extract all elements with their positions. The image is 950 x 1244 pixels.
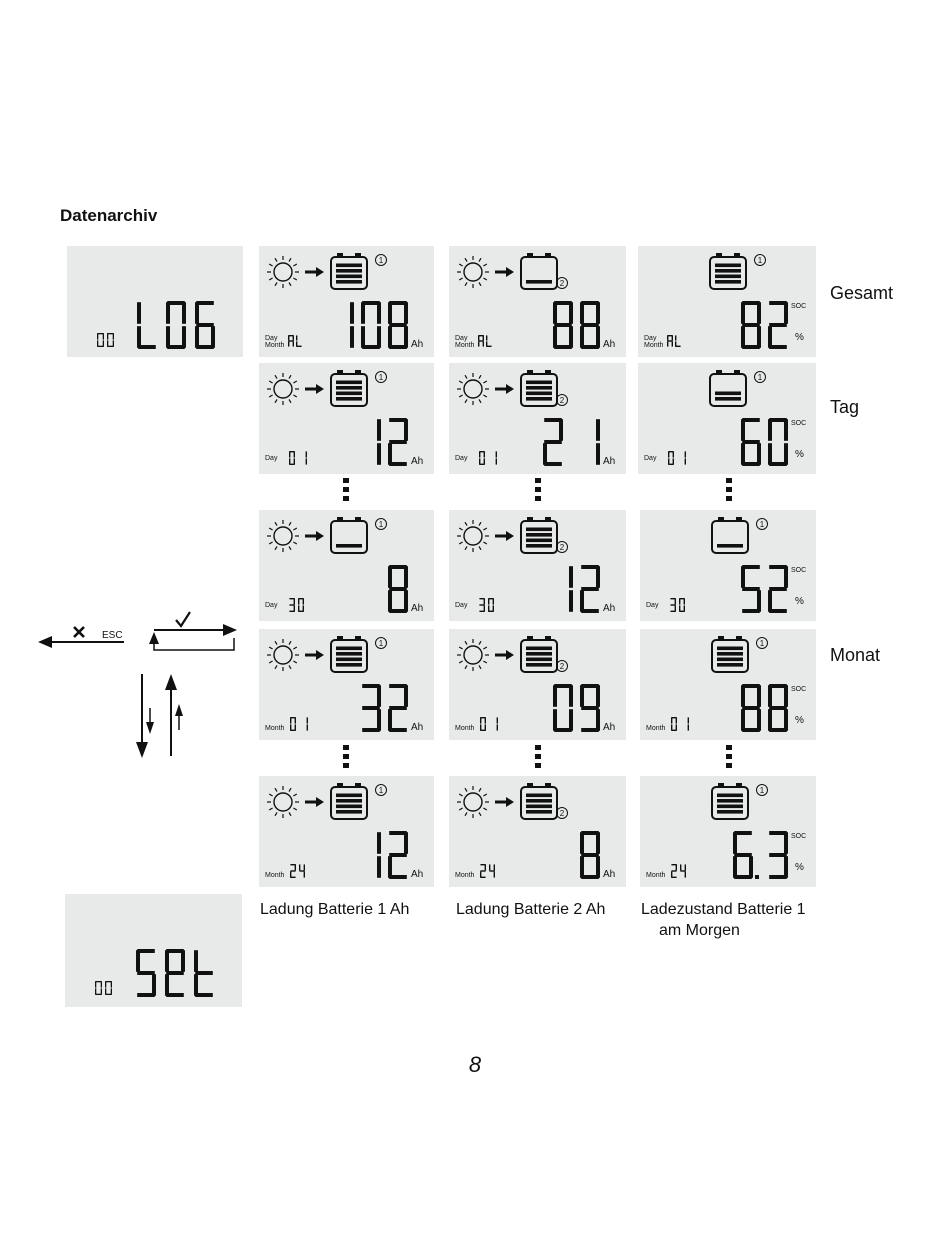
sun-icon — [457, 520, 489, 552]
lcd-menu-logs — [67, 246, 243, 357]
battery-number-label: 2 — [559, 279, 565, 288]
day-label: Day — [265, 455, 278, 462]
month-label: Month — [455, 872, 475, 879]
main-value — [553, 684, 600, 732]
battery-icon — [331, 517, 367, 553]
menu-small-value — [95, 981, 112, 995]
battery-number-label: 1 — [757, 373, 763, 382]
period-value — [290, 717, 308, 731]
lcd-display-svg — [65, 894, 242, 1007]
lcd-menu-set — [65, 894, 242, 1007]
arrow-right-icon — [495, 384, 514, 394]
battery-icon — [331, 636, 367, 672]
month-label: Month — [644, 342, 664, 349]
unit-label: Ah — [411, 722, 424, 733]
soc-label: SOC — [791, 420, 807, 427]
unit-label: Ah — [411, 869, 424, 880]
battery-number-icon — [557, 661, 568, 672]
sun-icon — [267, 639, 299, 671]
arrow-right-icon — [305, 650, 324, 660]
caption-col3-line1: Ladezustand Batterie 1 — [641, 901, 806, 918]
lcd-display-svg — [449, 629, 626, 740]
sun-icon — [457, 256, 489, 288]
day-label: Day — [455, 455, 468, 462]
sun-icon — [267, 256, 299, 288]
period-value — [670, 598, 685, 612]
lcd-display-svg — [259, 510, 434, 621]
battery-icon — [331, 783, 367, 819]
caption-col3-line2: am Morgen — [659, 922, 740, 939]
lcd-panel-monat-last-col2 — [449, 776, 626, 887]
unit-label: Ah — [411, 456, 424, 467]
battery-number-label: 1 — [378, 256, 384, 265]
soc-label: SOC — [791, 567, 807, 574]
day-label: Day — [455, 335, 468, 342]
lcd-display-svg — [638, 246, 816, 357]
battery-number-label: 1 — [378, 639, 384, 648]
unit-label: % — [795, 596, 804, 607]
period-value — [668, 451, 686, 465]
battery-icon — [712, 517, 748, 553]
battery-icon — [331, 253, 367, 289]
navigation-diagram — [34, 610, 244, 770]
soc-label: SOC — [791, 833, 807, 840]
arrow-right-icon — [305, 267, 324, 277]
battery-number-icon — [755, 372, 766, 383]
lcd-display-svg — [640, 510, 816, 621]
battery-number-label: 1 — [378, 520, 384, 529]
lcd-display-svg — [259, 363, 434, 474]
main-value — [580, 831, 600, 879]
day-label: Day — [265, 335, 278, 342]
battery-icon — [710, 253, 746, 289]
battery-number-icon — [757, 638, 768, 649]
lcd-panel-gesamt-col3 — [638, 246, 816, 357]
caption-col1: Ladung Batterie 1 Ah — [260, 901, 410, 918]
lcd-panel-tag-first-col2 — [449, 363, 626, 474]
day-label: Day — [644, 455, 657, 462]
main-value — [377, 831, 408, 879]
unit-label: Ah — [411, 339, 424, 350]
lcd-display-svg — [259, 629, 434, 740]
cross-icon — [74, 627, 84, 637]
battery-number-label: 1 — [378, 786, 384, 795]
battery-number-icon — [376, 519, 387, 530]
unit-label: Ah — [603, 456, 616, 467]
main-value — [741, 565, 788, 613]
battery-number-icon — [557, 395, 568, 406]
battery-number-label: 2 — [559, 809, 565, 818]
esc-arrow-icon — [38, 636, 52, 648]
menu-big-value — [136, 949, 213, 997]
unit-label: % — [795, 332, 804, 343]
arrow-right-icon — [305, 797, 324, 807]
period-value — [290, 864, 305, 878]
battery-icon — [712, 636, 748, 672]
arrow-right-icon — [305, 531, 324, 541]
lcd-display-svg — [449, 363, 626, 474]
month-label: Month — [646, 872, 666, 879]
battery-icon — [521, 517, 557, 553]
month-label: Month — [455, 342, 475, 349]
lcd-display-svg — [259, 776, 434, 887]
battery-number-label: 2 — [559, 662, 565, 671]
period-value — [289, 598, 304, 612]
main-value — [733, 831, 788, 879]
battery-icon — [521, 783, 557, 819]
lcd-panel-monat-last-col3 — [640, 776, 816, 887]
main-value — [350, 301, 408, 349]
battery-icon — [710, 370, 746, 406]
battery-number-icon — [757, 785, 768, 796]
dots-separator — [343, 745, 349, 772]
soc-label: SOC — [791, 686, 807, 693]
unit-label: % — [795, 862, 804, 873]
battery-icon — [521, 636, 557, 672]
battery-number-label: 1 — [759, 639, 765, 648]
unit-label: % — [795, 449, 804, 460]
lcd-panel-tag-last-col3 — [640, 510, 816, 621]
arrow-right-icon — [495, 531, 514, 541]
battery-number-icon — [376, 638, 387, 649]
battery-number-icon — [757, 519, 768, 530]
lcd-panel-monat-first-col3 — [640, 629, 816, 740]
navigation-arrows-svg — [34, 610, 244, 770]
caption-col3 — [641, 899, 806, 941]
battery-icon — [521, 253, 557, 289]
lcd-display-svg — [449, 510, 626, 621]
month-label: Month — [265, 872, 285, 879]
page-number: 8 — [468, 1052, 482, 1077]
battery-number-label: 1 — [759, 786, 765, 795]
month-label: Month — [265, 725, 285, 732]
period-value — [480, 864, 495, 878]
page-heading: Datenarchiv — [60, 206, 158, 225]
main-value — [388, 565, 408, 613]
unit-label: Ah — [603, 722, 616, 733]
period-value — [671, 717, 689, 731]
row-label-monat: Monat — [830, 645, 881, 665]
period-value — [289, 451, 307, 465]
unit-label: Ah — [603, 869, 616, 880]
period-value — [671, 864, 686, 878]
lcd-panel-monat-first-col1 — [259, 629, 434, 740]
sun-icon — [267, 786, 299, 818]
main-value — [569, 565, 600, 613]
sun-icon — [267, 373, 299, 405]
up-arrow-icon — [165, 674, 177, 690]
lcd-display-svg — [449, 776, 626, 887]
battery-number-label: 2 — [559, 543, 565, 552]
main-value — [362, 684, 408, 732]
battery-number-label: 1 — [757, 256, 763, 265]
period-value — [479, 598, 494, 612]
main-value — [543, 418, 600, 466]
down-arrow-icon — [136, 742, 148, 758]
arrow-right-icon — [305, 384, 324, 394]
battery-icon — [521, 370, 557, 406]
menu-big-value — [137, 301, 215, 349]
sun-icon — [457, 786, 489, 818]
row-label-gesamt: Gesamt — [830, 283, 894, 303]
battery-number-icon — [755, 255, 766, 266]
soc-label: SOC — [791, 303, 807, 310]
menu-small-value — [97, 333, 114, 347]
main-value — [553, 301, 600, 349]
day-label: Day — [646, 602, 659, 609]
sun-icon — [457, 639, 489, 671]
arrow-right-icon — [495, 797, 514, 807]
sun-icon — [267, 520, 299, 552]
battery-number-icon — [557, 278, 568, 289]
main-value — [741, 684, 788, 732]
main-value — [377, 418, 408, 466]
battery-number-icon — [376, 785, 387, 796]
battery-number-label: 2 — [559, 396, 565, 405]
sun-icon — [457, 373, 489, 405]
lcd-panel-gesamt-col2 — [449, 246, 626, 357]
lcd-panel-tag-first-col1 — [259, 363, 434, 474]
day-label: Day — [265, 602, 278, 609]
unit-label: % — [795, 715, 804, 726]
caption-col2: Ladung Batterie 2 Ah — [456, 901, 606, 918]
dots-separator — [535, 478, 541, 505]
check-icon — [176, 612, 190, 626]
battery-number-label: 1 — [759, 520, 765, 529]
lcd-display-svg — [640, 629, 816, 740]
lcd-panel-tag-last-col1 — [259, 510, 434, 621]
lcd-display-svg — [67, 246, 243, 357]
lcd-panel-gesamt-col1 — [259, 246, 434, 357]
dots-separator — [726, 478, 732, 505]
unit-label: Ah — [603, 603, 616, 614]
dots-separator — [535, 745, 541, 772]
month-label: Month — [265, 342, 285, 349]
battery-number-icon — [557, 808, 568, 819]
lcd-panel-monat-first-col2 — [449, 629, 626, 740]
row-label-tag: Tag — [830, 397, 860, 417]
dots-separator — [343, 478, 349, 505]
period-value — [478, 335, 492, 347]
lcd-display-svg — [449, 246, 626, 357]
month-label: Month — [646, 725, 666, 732]
lcd-display-svg — [640, 776, 816, 887]
battery-number-label: 1 — [378, 373, 384, 382]
battery-number-icon — [376, 372, 387, 383]
day-label: Day — [644, 335, 657, 342]
lcd-panel-tag-last-col2 — [449, 510, 626, 621]
battery-icon — [712, 783, 748, 819]
esc-label: ESC — [102, 630, 123, 641]
period-value — [479, 451, 497, 465]
arrow-right-icon — [495, 267, 514, 277]
battery-number-icon — [557, 542, 568, 553]
month-label: Month — [455, 725, 475, 732]
period-value — [480, 717, 498, 731]
lcd-display-svg — [638, 363, 816, 474]
unit-label: Ah — [603, 339, 616, 350]
lcd-display-svg — [259, 246, 434, 357]
day-label: Day — [455, 602, 468, 609]
dots-separator — [726, 745, 732, 772]
main-value — [741, 418, 788, 466]
battery-number-icon — [376, 255, 387, 266]
main-value — [741, 301, 788, 349]
arrow-right-icon — [495, 650, 514, 660]
period-value — [288, 335, 302, 347]
battery-icon — [331, 370, 367, 406]
unit-label: Ah — [411, 603, 424, 614]
lcd-panel-monat-last-col1 — [259, 776, 434, 887]
lcd-panel-tag-first-col3 — [638, 363, 816, 474]
period-value — [667, 335, 681, 347]
